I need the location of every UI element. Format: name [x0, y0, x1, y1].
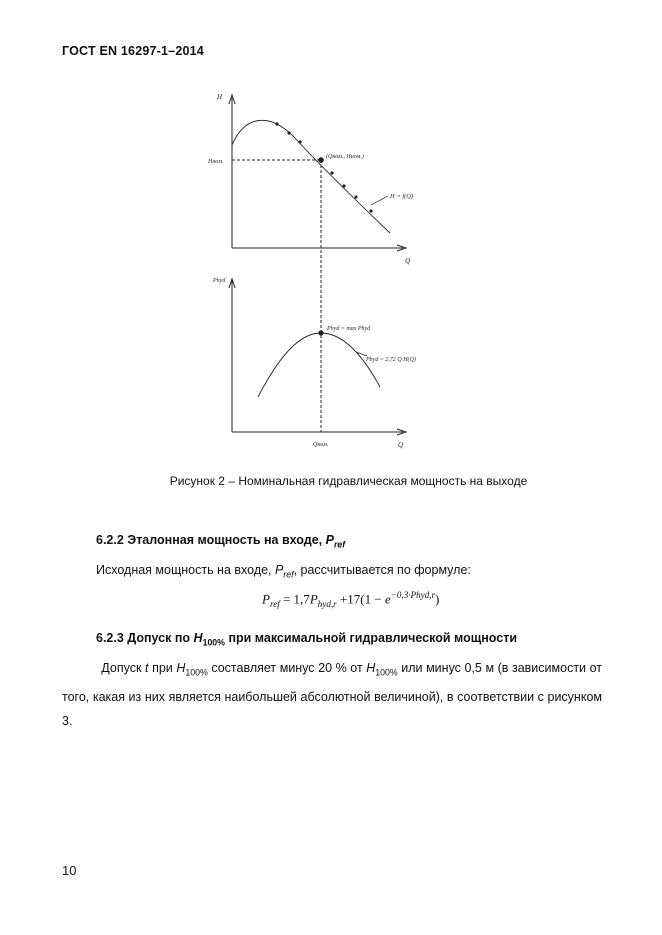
formula-e: e — [384, 591, 391, 607]
p1-text-after: , рассчитывается по формуле: — [293, 563, 471, 577]
p2-t1: Допуск — [101, 661, 142, 675]
page-number: 10 — [62, 863, 77, 878]
formula-eq: = 1,7 — [279, 591, 310, 607]
p2-h-sub-2: 100% — [375, 667, 398, 678]
top-x-label: Q — [405, 257, 411, 265]
section-number: 6.2.2 — [96, 533, 124, 547]
section-symbol-sub: ref — [333, 539, 346, 550]
document-header: ГОСТ EN 16297-1–2014 — [62, 44, 204, 58]
figure-caption: Рисунок 2 – Номинальная гидравлическая мощность на выходе — [169, 474, 528, 488]
figure-2 — [195, 82, 445, 460]
section-symbol-sub: 100% — [202, 637, 225, 648]
formula-middle: +17(1 − — [336, 591, 385, 607]
section-title-after: при максимальной гидравлической мощности — [228, 631, 518, 645]
peak-label: Phyd = max Phyd — [327, 326, 371, 332]
section-symbol: H — [193, 631, 203, 645]
bottom-y-label: Phyd — [213, 278, 226, 284]
top-y-label: H — [217, 93, 223, 101]
top-curve-label: H = f(Q) — [390, 193, 414, 200]
formula-p: P — [309, 591, 318, 607]
bottom-curve — [258, 333, 380, 397]
q-nominal-label: Qном. — [313, 442, 329, 448]
section-number: 6.2.3 — [96, 631, 124, 645]
data-point — [298, 140, 301, 143]
formula-pref — [262, 590, 439, 609]
paragraph-tolerance — [62, 656, 602, 733]
p2-t2: при — [152, 661, 173, 675]
data-point — [287, 131, 290, 134]
bottom-x-label: Q — [398, 441, 404, 449]
p2-t-symbol: t — [145, 661, 149, 675]
data-point — [369, 209, 372, 212]
h-nominal-label: Hном. — [208, 159, 224, 165]
formula-p-sub: hyd,r — [317, 598, 337, 609]
formula-lhs: P — [262, 591, 270, 607]
paragraph-reference-power — [96, 558, 471, 587]
p2-h-sub: 100% — [185, 667, 208, 678]
data-point — [275, 122, 278, 125]
formula-exp: −0,3·Phyd,r — [390, 590, 436, 600]
nominal-point-label: (Qном., Hном.) — [326, 154, 364, 160]
section-title-before: Допуск по — [127, 631, 191, 645]
nominal-point — [318, 157, 324, 163]
p1-text-before: Исходная мощность на входе, — [96, 563, 272, 577]
data-point — [342, 184, 345, 187]
formula-lhs-sub: ref — [269, 598, 280, 609]
bottom-curve-label: Phyd = 2,72 Q H(Q) — [366, 357, 416, 363]
data-point — [330, 171, 333, 174]
p2-t4: или минус 0,5 м (в зависимости от того, какая из них является наибольшей абсолютной величиной), в соответствии с рисунком 3. — [62, 661, 602, 728]
section-heading-6-2-3 — [96, 631, 517, 648]
p2-h-symbol: H — [176, 661, 186, 675]
data-point — [354, 195, 357, 198]
peak-point — [318, 330, 323, 335]
top-curve — [232, 120, 390, 233]
p1-symbol: P — [275, 563, 284, 577]
p2-t3: составляет минус 20 % от — [211, 661, 363, 675]
p1-symbol-sub: ref — [283, 569, 294, 580]
section-heading-6-2-2 — [96, 533, 345, 550]
section-title: Эталонная мощность на входе, — [127, 533, 323, 547]
formula-close: ) — [435, 591, 440, 607]
section-symbol: P — [325, 533, 334, 547]
p2-h-symbol-2: H — [366, 661, 376, 675]
